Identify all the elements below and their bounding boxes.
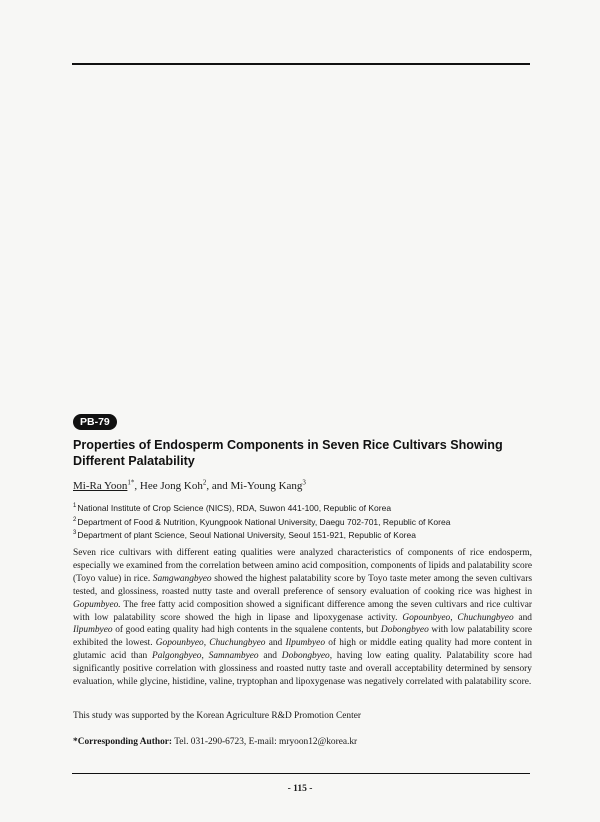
affiliation-item (73, 529, 533, 543)
cultivar-name: Palgongbyeo (152, 651, 202, 662)
bottom-rule (72, 773, 530, 774)
affiliation-text: Department of Food & Nutrition, Kyungpook National University, Daegu 702-701, Republic of Korea (77, 516, 451, 527)
abstract-text: The free fatty acid composition showed a significant difference among the seven cultivars and rice cultivar with low palatability score showed the high in lipase and lipoxygenase activity. (73, 599, 532, 623)
cultivar-name: Gopounbyeo (402, 612, 451, 623)
cultivar-name: Samnambyeo (208, 651, 259, 662)
funding-acknowledgement: This study was supported by the Korean Agriculture R&D Promotion Center (73, 711, 361, 721)
abstract-text: , (201, 651, 209, 662)
author-separator: , (134, 480, 140, 492)
abstract-text: of high or middle eating quality had more content in glutamic acid than (73, 638, 532, 662)
paper-title: Properties of Endosperm Components in Seven Rice Cultivars Showing Different Palatability (73, 438, 503, 468)
cultivar-name: Chuchungbyeo (209, 638, 266, 649)
affiliation-number: 3 (73, 530, 77, 537)
abstract-text: , having low eating quality. Palatability score had significantly positive correlation with glossiness and roasted nutty taste and overall acceptability determined by sensory evaluation, while glycine, histidine, valine, tryptophan and lipoxygenase was negatively correlated with palatability score. (73, 651, 532, 688)
abstract-text: of good eating quality had high contents in the squalene contents, but (112, 625, 381, 636)
cultivar-name: Gopumbyeo. (73, 599, 121, 610)
author-name: Mi-Ra Yoon (73, 480, 128, 492)
author-list (73, 479, 306, 493)
author-affiliation-mark: 3 (302, 478, 306, 487)
cultivar-name: Gopounbyeo (155, 638, 204, 649)
abstract-text: Seven rice cultivars with different eating qualities were analyzed characteristics of components of rice endosperm, especially we examined from the correlation between amino acid composition, components of lipids and palatability score (Toyo value) in rice. (73, 548, 532, 584)
author-name: Mi-Young Kang (230, 480, 303, 492)
corresponding-author-contact: Tel. 031-290-6723, E-mail: mryoon12@korea.kr (172, 737, 358, 747)
cultivar-name: Ilpumbyeo (285, 638, 326, 649)
affiliation-number: 2 (73, 516, 77, 523)
abstract-text: and (258, 651, 282, 662)
abstract-text: and (513, 612, 532, 623)
abstract-text: showed the highest palatability score by Toyo taste meter among the seven cultivars tested, and glossiness, roasted nutty taste and overall preference of sensory evaluation of cooking rice was highest in (73, 573, 532, 597)
author-name: Hee Jong Koh (139, 480, 203, 492)
author-separator: , and (206, 480, 231, 492)
corresponding-author-label: *Corresponding Author: (73, 737, 173, 747)
abstract-body (73, 547, 532, 689)
affiliation-item (73, 516, 533, 530)
top-rule (72, 63, 530, 65)
author-affiliation-mark: 1* (127, 478, 135, 487)
affiliation-text: Department of plant Science, Seoul National University, Seoul 151-921, Republic of Korea (77, 530, 416, 540)
cultivar-name: Samgwangbyeo (152, 573, 212, 584)
author-affiliation-mark: 2 (202, 478, 207, 487)
abstract-text: with low palatability score exhibited the lowest. (73, 625, 532, 649)
affiliation-list (73, 502, 533, 543)
affiliation-item (73, 502, 533, 516)
cultivar-name: Chuchungbyeo (457, 612, 514, 623)
cultivar-name: Dobongbyeo (281, 651, 330, 662)
affiliation-text: National Institute of Crop Science (NICS), RDA, Suwon 441-100, Republic of Korea (77, 503, 392, 513)
abstract-text: , (450, 612, 458, 623)
page-number: - 115 - (287, 784, 313, 794)
abstract-text: , (203, 638, 210, 649)
cultivar-name: Dobongbyeo (380, 625, 429, 636)
corresponding-author (73, 736, 357, 749)
abstract-text: and (265, 638, 286, 649)
affiliation-number: 1 (73, 503, 77, 510)
poster-id-badge: PB-79 (73, 414, 117, 430)
cultivar-name: Ilpumbyeo (73, 625, 113, 636)
